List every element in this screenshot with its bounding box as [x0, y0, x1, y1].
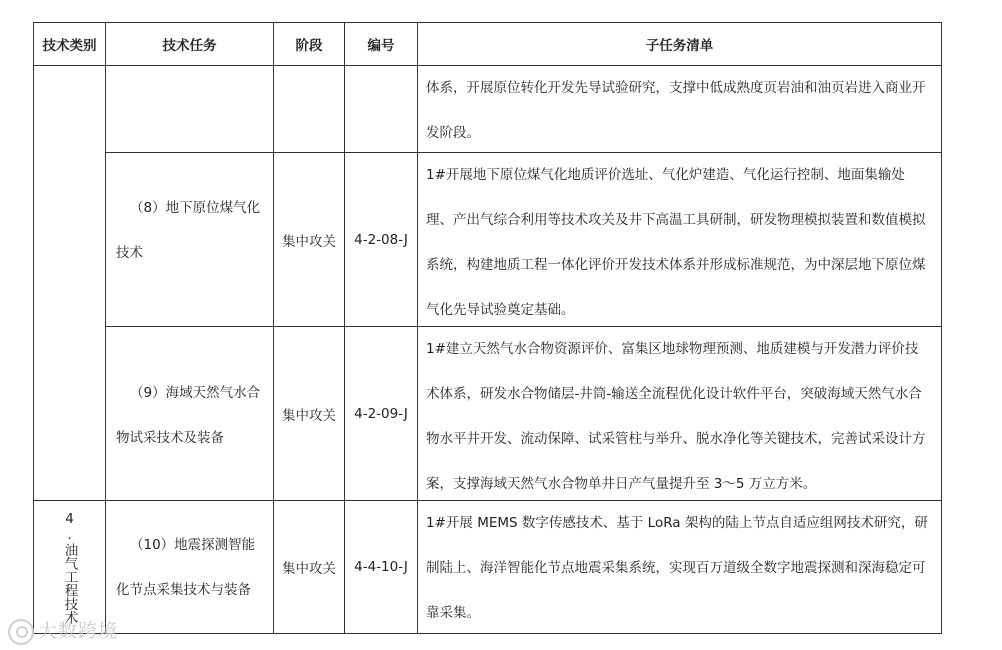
row3-code: 4-2-09-J	[354, 405, 408, 422]
row4-subtasks: 1#开展 MEMS 数字传感技术、基于 LoRa 架构的陆上节点自适应组网技术研究，研制陆上、海洋智能化节点地震采集系统，实现百万道级全数字地震探测和深海稳定可靠采集。	[426, 515, 928, 621]
row1-subtasks: 体系，开展原位转化开发先导试验研究，支撑中低成熟度页岩油和油页岩进入商业开发阶段。	[426, 80, 926, 141]
row2-task: （8）地下原位煤气化技术	[116, 200, 261, 261]
row3-task: （9）海域天然气水合物试采技术及装备	[116, 385, 261, 446]
row3-subtasks: 1#建立天然气水合物资源评价、富集区地球物理预测、地质建模与开发潜力评价技术体系，研发水合物储层-井筒-输送全流程优化设计软件平台，突破海域天然气水合物水平井开发、流动保障、试采管柱与举升、脱水净化等关键技术，完善试采设计方案，支撑海域天然气水合物单井日产气量提升至 3～5 万立方米。	[426, 341, 926, 492]
watermark-text: 大数跨境	[38, 620, 119, 642]
row3-stage: 集中攻关	[282, 407, 336, 424]
watermark	[8, 616, 118, 645]
header-category: 技术类别	[42, 38, 97, 54]
row2-subtasks: 1#开展地下原位煤气化地质评价选址、气化炉建造、气化运行控制、地面集输处理、产出气综合利用等技术攻关及井下高温工具研制，研发物理模拟装置和数值模拟系统，构建地质工程一体化评价开发技术体系并形成标准规范，为中深层地下原位煤气化先导试验奠定基础。	[426, 167, 926, 318]
row4-stage: 集中攻关	[282, 561, 336, 577]
row2-code: 4-2-08-J	[354, 231, 408, 248]
row2-stage: 集中攻关	[282, 233, 336, 250]
header-subtasks: 子任务清单	[645, 38, 714, 54]
row4-category	[34, 501, 105, 633]
category-label: 4.油气工程技术	[61, 510, 78, 624]
header-stage: 阶段	[295, 38, 323, 54]
watermark-logo-icon	[8, 619, 34, 645]
header-code: 编号	[367, 38, 395, 54]
table	[33, 22, 942, 634]
row4-task: （10）地震探测智能化节点采集技术与装备	[116, 537, 256, 598]
col-divider	[417, 23, 418, 633]
row4-code: 4-4-10-J	[354, 559, 408, 575]
header-task: 技术任务	[162, 38, 217, 54]
